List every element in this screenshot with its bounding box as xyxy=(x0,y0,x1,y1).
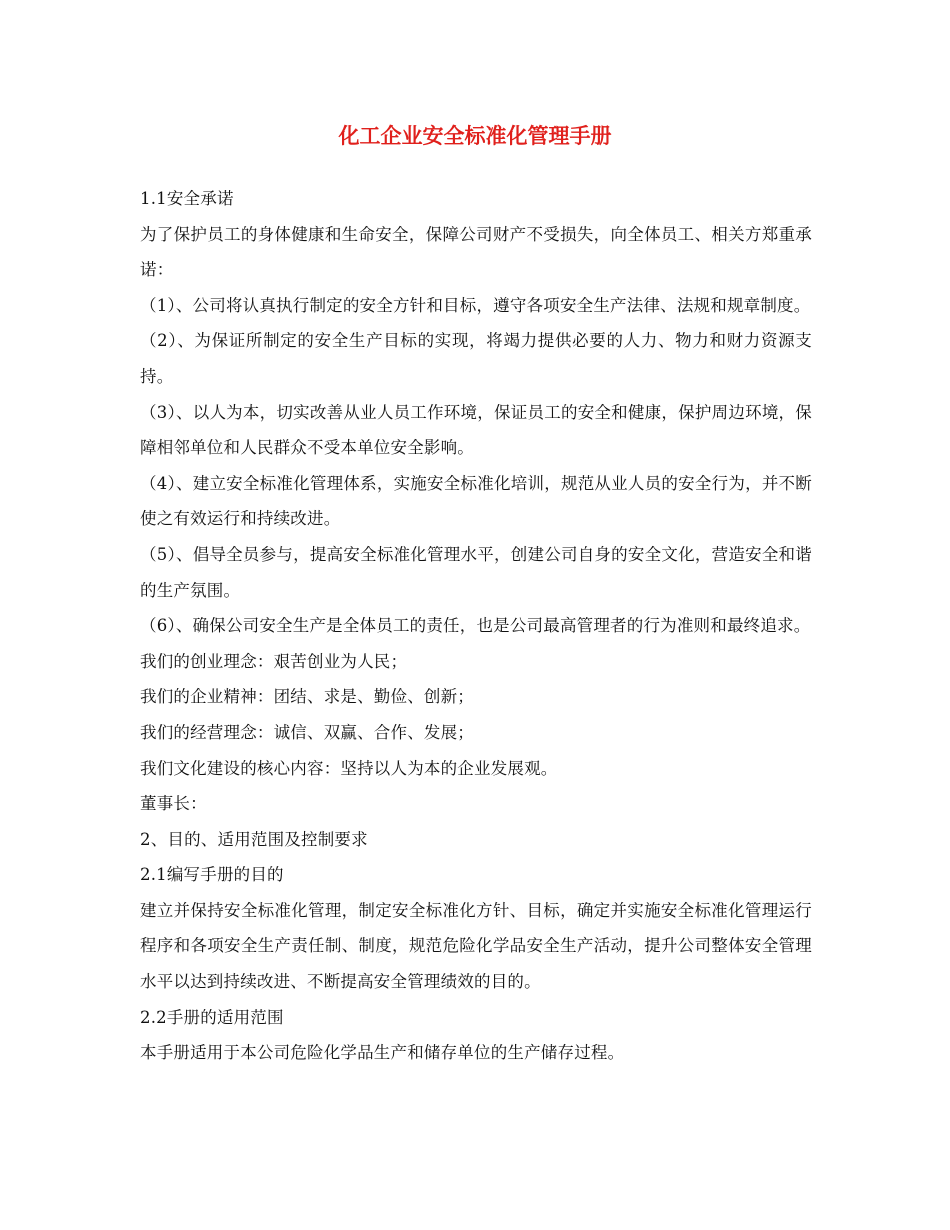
philosophy-line: 我们的企业精神：团结、求是、勤俭、创新； xyxy=(140,687,474,707)
commitment-item: （2）、为保证所制定的安全生产目标的实现，将竭力提供必要的人力、物力和财力资源支持。 xyxy=(140,331,812,386)
paragraph: 本手册适用于本公司危险化学品生产和储存单位的生产储存过程。 xyxy=(140,1043,625,1063)
commitment-item: （4）、建立安全标准化管理体系，实施安全标准化培训，规范从业人员的安全行为，并不断使之有效运行和持续改进。 xyxy=(140,473,812,529)
subsection-heading: 2.1编写手册的目的 xyxy=(140,865,284,885)
commitment-item: （1）、公司将认真执行制定的安全方针和目标，遵守各项安全生产法律、法规和规章制度。 xyxy=(140,295,811,315)
section-heading: 1.1安全承诺 xyxy=(140,189,234,208)
philosophy-line: 我们的经营理念：诚信、双赢、合作、发展； xyxy=(140,722,474,742)
document-title: 化工企业安全标准化管理手册 xyxy=(338,123,612,148)
commitment-item: （5）、倡导全员参与，提高安全标准化管理水平，创建公司自身的安全文化，营造安全和谐的生产氛围。 xyxy=(140,544,812,600)
commitment-item: （6）、确保公司安全生产是全体员工的责任，也是公司最高管理者的行为准则和最终追求。 xyxy=(140,616,811,636)
signature-line: 董事长： xyxy=(140,794,207,814)
paragraph: 为了保护员工的身体健康和生命安全，保障公司财产不受损失，向全体员工、相关方郑重承诺： xyxy=(140,224,812,280)
document-body xyxy=(140,181,812,1071)
philosophy-line: 我们的创业理念：艰苦创业为人民； xyxy=(140,651,408,671)
philosophy-line: 我们文化建设的核心内容：坚持以人为本的企业发展观。 xyxy=(140,758,558,778)
paragraph: 建立并保持安全标准化管理，制定安全标准化方针、目标，确定并实施安全标准化管理运行程序和各项安全生产责任制、制度，规范危险化学品安全生产活动，提升公司整体安全管理水平以达到持续改进、不断提高安全管理绩效的目的。 xyxy=(140,900,812,992)
section-heading: 2、目的、适用范围及控制要求 xyxy=(140,829,368,849)
commitment-item: （3）、以人为本，切实改善从业人员工作环境，保证员工的安全和健康，保护周边环境，保障相邻单位和人民群众不受本单位安全影响。 xyxy=(140,402,812,458)
subsection-heading: 2.2手册的适用范围 xyxy=(140,1007,284,1027)
